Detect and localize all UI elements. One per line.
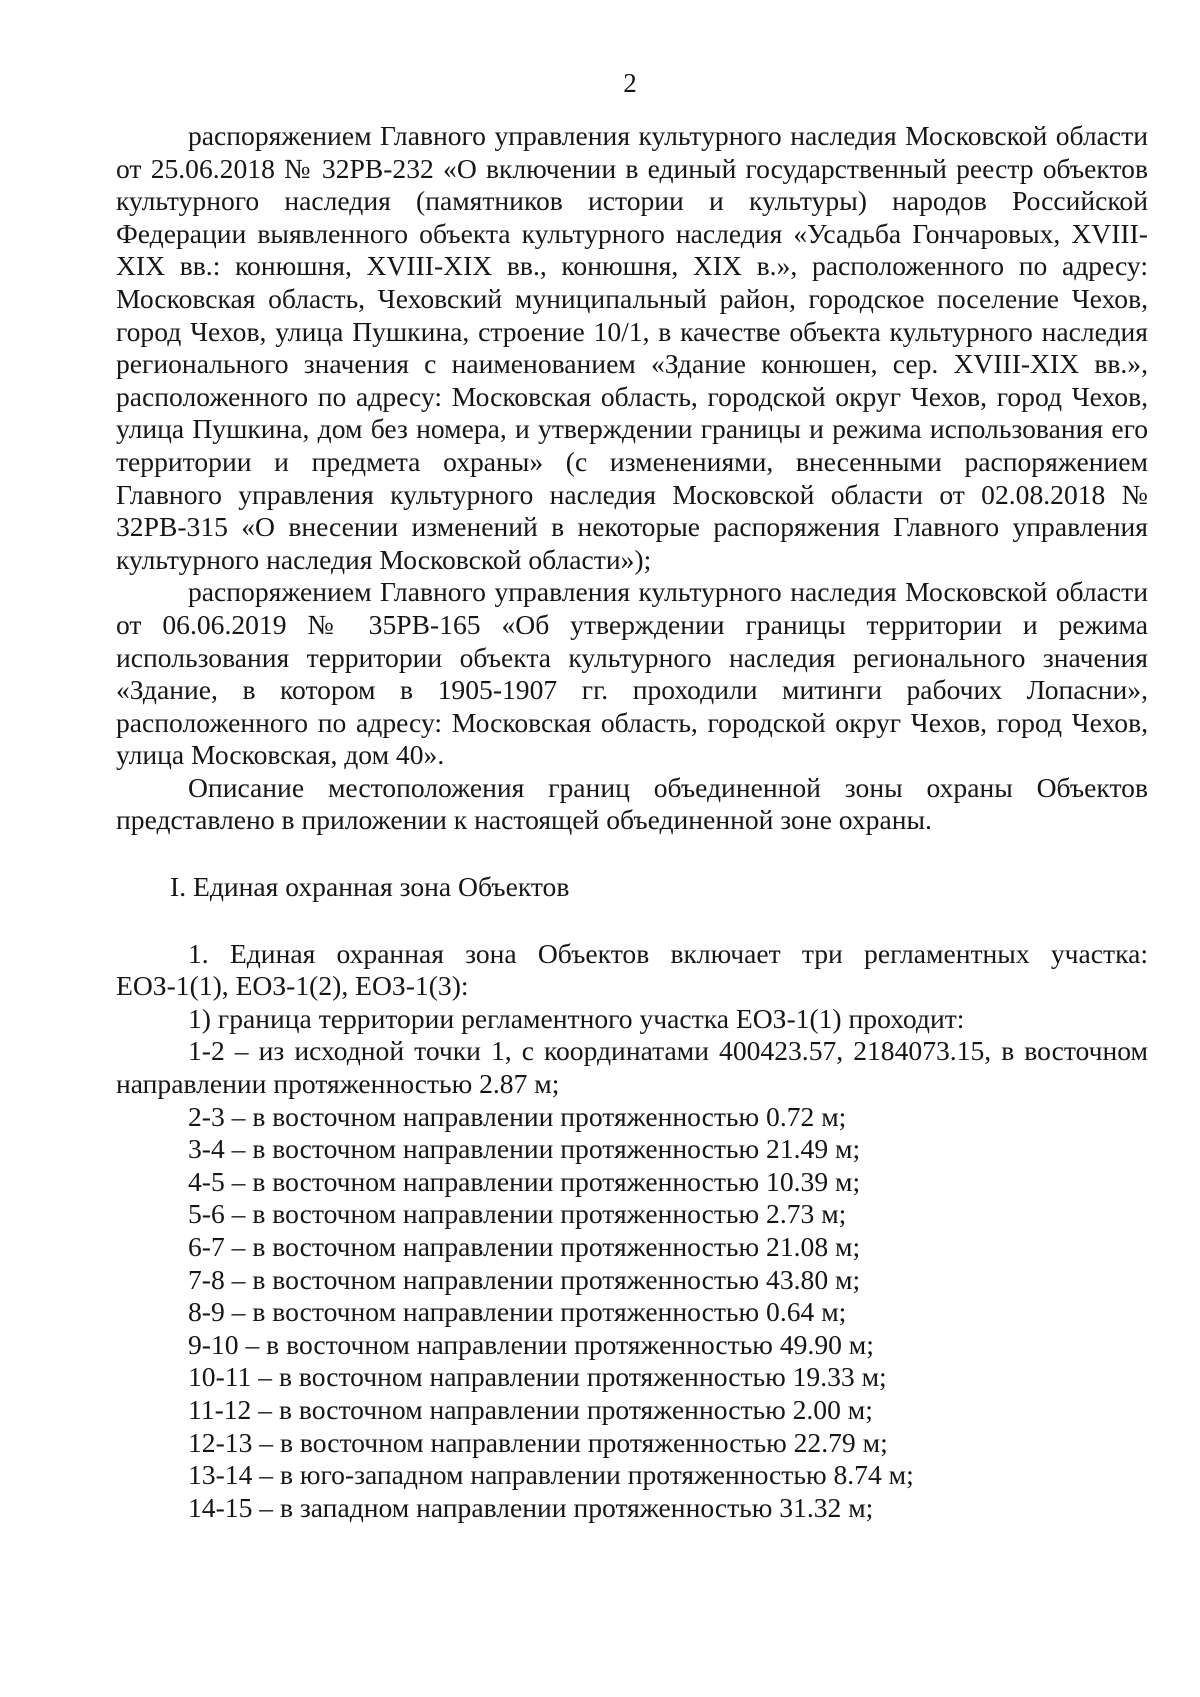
paragraph-order-35rv-165: распоряжением Главного управления культурного наследия Московской области от 06.06.2019 № 35РВ-165 «Об утверждении границы территории и режима использования территории объекта культурного наследия регионального значения «Здание, в котором в 1905-1907 гг. проходили митинги рабочих Лопасни», расположенного по адресу: Московская область, городской округ Чехов, город Чехов, улица Московская, дом 40». xyxy=(116,576,1148,771)
document-body xyxy=(116,120,1148,1524)
boundary-item: 7-8 – в восточном направлении протяженностью 43.80 м; xyxy=(188,1263,861,1295)
boundary-item: 14-15 – в западном направлении протяженностью 31.32 м; xyxy=(188,1491,874,1523)
paragraph-boundary-description: Описание местоположения границ объединенной зоны охраны Объектов представлено в приложении к настоящей объединенной зоне охраны. xyxy=(116,771,1148,836)
boundary-item: 8-9 – в восточном направлении протяженностью 0.64 м; xyxy=(188,1296,847,1328)
boundary-item: 12-13 – в восточном направлении протяженностью 22.79 м; xyxy=(188,1426,888,1458)
boundary-item: 3-4 – в восточном направлении протяженностью 21.49 м; xyxy=(188,1133,861,1165)
page-number: 2 xyxy=(623,68,637,98)
section-intro: 1. Единая охранная зона Объектов включает три регламентных участка: ЕОЗ-1(1), ЕОЗ-1(2), ЕОЗ-1(3): xyxy=(116,937,1148,1002)
boundary-item: 1-2 – из исходной точки 1, с координатами 400423.57, 2184073.15, в восточном направлении протяженностью 2.87 м; xyxy=(116,1035,1148,1100)
paragraph-order-32rv-232: распоряжением Главного управления культурного наследия Московской области от 25.06.2018 № 32РВ-232 «О включении в единый государственный реестр объектов культурного наследия (памятников истории и культуры) народов Российской Федерации выявленного объекта культурного наследия «Усадьба Гончаровых, XVIII-XIX вв.: конюшня, XVIII-XIX вв., конюшня, XIX в.», расположенного по адресу: Московская область, Чеховский муниципальный район, городское поселение Чехов, город Чехов, улица Пушкина, строение 10/1, в качестве объекта культурного наследия регионального значения с наименованием «Здание конюшен, сер. XVIII-XIX вв.», расположенного по адресу: Московская область, городской округ Чехов, город Чехов, улица Пушкина, дом без номера, и утверждении границы и режима использования его территории и предмета охраны» (с изменениями, внесенными распоряжением Главного управления культурного наследия Московской области от 02.08.2018 № 32РВ-315 «О внесении изменений в некоторые распоряжения Главного управления культурного наследия Московской области»); xyxy=(116,120,1148,575)
boundary-heading: 1) граница территории регламентного участка ЕОЗ-1(1) проходит: xyxy=(188,1002,965,1034)
boundary-item: 9-10 – в восточном направлении протяженностью 49.90 м; xyxy=(188,1328,874,1360)
boundary-item: 5-6 – в восточном направлении протяженностью 2.73 м; xyxy=(188,1198,847,1230)
boundary-item: 13-14 – в юго-западном направлении протяженностью 8.74 м; xyxy=(188,1459,914,1491)
boundary-item: 11-12 – в восточном направлении протяженностью 2.00 м; xyxy=(188,1393,873,1425)
boundary-item: 4-5 – в восточном направлении протяженностью 10.39 м; xyxy=(188,1165,861,1197)
section-heading: I. Единая охранная зона Объектов xyxy=(170,871,570,903)
boundary-item: 6-7 – в восточном направлении протяженностью 21.08 м; xyxy=(188,1231,861,1262)
boundary-item: 10-11 – в восточном направлении протяженностью 19.33 м; xyxy=(188,1361,887,1393)
boundary-list xyxy=(116,1101,1148,1525)
boundary-item: 2-3 – в восточном направлении протяженностью 0.72 м; xyxy=(188,1100,847,1132)
